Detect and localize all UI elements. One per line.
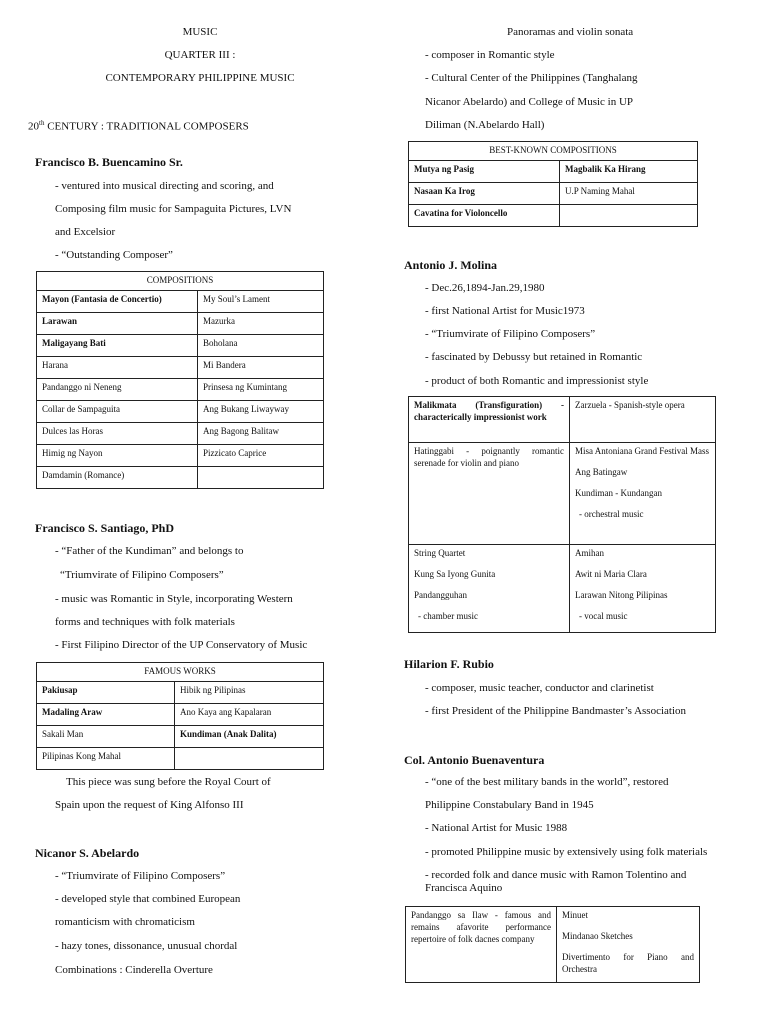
buenaventura-works-table	[405, 906, 700, 983]
table-cell: Prinsesa ng Kumintang	[198, 379, 324, 401]
work-item: Pandangguhan	[414, 590, 467, 600]
table-cell: U.P Naming Mahal	[560, 183, 698, 205]
section-prefix: 20	[28, 120, 39, 133]
table-cell: My Soul’s Lament	[198, 291, 324, 313]
table-cell: Sakali Man	[37, 726, 175, 748]
doc-title: MUSIC	[182, 26, 218, 38]
buencamino-line: and Excelsior	[55, 226, 116, 238]
table-cell: Pizzicato Caprice	[198, 445, 324, 467]
table-cell: Larawan	[37, 313, 198, 335]
table-cell: Madaling Araw	[37, 704, 175, 726]
buencamino-line: Composing film music for Sampaguita Pictures, LVN	[55, 203, 292, 215]
table-cell	[557, 907, 700, 983]
abelardo-line: Panoramas and violin sonata	[507, 26, 634, 38]
abelardo-line: - Cultural Center of the Philippines (Tanghalang	[425, 72, 638, 84]
abelardo-line: Diliman (N.Abelardo Hall)	[425, 119, 545, 131]
table-cell	[409, 545, 570, 633]
abelardo-line: romanticism with chromaticism	[55, 916, 195, 928]
table-cell: Ang Bagong Balitaw	[198, 423, 324, 445]
doc-quarter: QUARTER III :	[164, 49, 236, 61]
section-heading	[28, 119, 249, 133]
santiago-note: Spain upon the request of King Alfonso III	[55, 799, 244, 811]
abelardo-line: Nicanor Abelardo) and College of Music in UP	[425, 96, 634, 108]
table-cell: Ano Kaya ang Kapalaran	[175, 704, 324, 726]
work-item: Minuet	[562, 910, 588, 920]
work-item: - chamber music	[418, 611, 478, 621]
best-known-table	[408, 141, 698, 227]
molina-works-table	[408, 396, 716, 633]
composer-name-abelardo: Nicanor S. Abelardo	[35, 846, 140, 860]
molina-line: - “Triumvirate of Filipino Composers”	[425, 328, 596, 340]
composer-name-santiago: Francisco S. Santiago, PhD	[35, 521, 175, 535]
work-item: Amihan	[575, 548, 604, 558]
section-rest: CENTURY : TRADITIONAL COMPOSERS	[44, 120, 249, 133]
table-cell: Cavatina for Violoncello	[409, 205, 560, 227]
buenaventura-line: Philippine Constabulary Band in 1945	[425, 799, 594, 811]
table-cell: Dulces las Horas	[37, 423, 198, 445]
work-item: Kundiman - Kundangan	[575, 488, 662, 498]
table-cell: Collar de Sampaguita	[37, 401, 198, 423]
work-item: String Quartet	[414, 548, 466, 558]
buencamino-line: - ventured into musical directing and scoring, and	[55, 180, 274, 192]
santiago-line: “Triumvirate of Filipino Composers”	[60, 569, 224, 581]
buenaventura-line: Francisca Aquino	[425, 882, 503, 894]
molina-line: - fascinated by Debussy but retained in Romantic	[425, 351, 643, 363]
buenaventura-line: - recorded folk and dance music with Ramon Tolentino and	[425, 869, 687, 881]
composer-name-buenaventura: Col. Antonio Buenaventura	[404, 753, 545, 767]
table-cell: Magbalik Ka Hirang	[560, 161, 698, 183]
santiago-line: forms and techniques with folk materials	[55, 616, 235, 628]
table-cell: Pakiusap	[37, 682, 175, 704]
composer-name-buencamino: Francisco B. Buencamino Sr.	[35, 155, 183, 169]
abelardo-line: - “Triumvirate of Filipino Composers”	[55, 870, 226, 882]
table-cell: Kundiman (Anak Dalita)	[175, 726, 324, 748]
compositions-table	[36, 271, 324, 489]
composer-name-rubio: Hilarion F. Rubio	[404, 657, 494, 671]
table-cell: Himig ng Nayon	[37, 445, 198, 467]
table-caption: BEST-KNOWN COMPOSITIONS	[409, 142, 698, 161]
rubio-line: - composer, music teacher, conductor and clarinetist	[425, 682, 654, 694]
table-cell: Mayon (Fantasia de Concertio)	[37, 291, 198, 313]
work-item: Misa Antoniana Grand Festival Mass	[575, 446, 709, 456]
buenaventura-line: - National Artist for Music 1988	[425, 822, 568, 834]
section-sup: th	[39, 119, 45, 127]
table-cell	[570, 545, 716, 633]
table-cell: Pandanggo sa Ilaw - famous and remains afavorite performance repertoire of folk dacnes company	[406, 907, 557, 983]
table-caption: FAMOUS WORKS	[37, 663, 324, 682]
buenaventura-line: - “one of the best military bands in the world”, restored	[425, 776, 669, 788]
table-cell	[560, 205, 698, 227]
table-cell: Mi Bandera	[198, 357, 324, 379]
work-item: Mindanao Sketches	[562, 931, 633, 941]
molina-line: - product of both Romantic and impressionist style	[425, 375, 649, 387]
work-item: Awit ni Maria Clara	[575, 569, 647, 579]
table-cell: Pandanggo ni Neneng	[37, 379, 198, 401]
table-cell: Ang Bukang Liwayway	[198, 401, 324, 423]
santiago-line: - First Filipino Director of the UP Conservatory of Music	[55, 639, 308, 651]
table-cell: Damdamin (Romance)	[37, 467, 198, 489]
rubio-line: - first President of the Philippine Bandmaster’s Association	[425, 705, 687, 717]
abelardo-line: - composer in Romantic style	[425, 49, 555, 61]
work-item: Ang Batingaw	[575, 467, 628, 477]
table-cell: Zarzuela - Spanish-style opera	[570, 397, 716, 443]
work-item: Larawan Nitong Pilipinas	[575, 590, 668, 600]
work-item: Divertimento for Piano and Orchestra	[562, 952, 694, 974]
composer-name-molina: Antonio J. Molina	[404, 258, 498, 272]
table-cell: Pilipinas Kong Mahal	[37, 748, 175, 770]
table-cell	[175, 748, 324, 770]
table-cell: Harana	[37, 357, 198, 379]
table-cell: Hatinggabi - poignantly romantic serenade for violin and piano	[409, 443, 570, 545]
santiago-line: - “Father of the Kundiman” and belongs to	[55, 545, 244, 557]
abelardo-line: Combinations : Cinderella Overture	[55, 964, 213, 976]
table-cell: Nasaan Ka Irog	[409, 183, 560, 205]
table-cell	[198, 467, 324, 489]
molina-line: - Dec.26,1894-Jan.29,1980	[425, 282, 545, 294]
table-caption: COMPOSITIONS	[37, 272, 324, 291]
santiago-line: - music was Romantic in Style, incorporating Western	[55, 593, 293, 605]
abelardo-line: - developed style that combined European	[55, 893, 241, 905]
table-cell: Boholana	[198, 335, 324, 357]
doc-subject: CONTEMPORARY PHILIPPINE MUSIC	[105, 72, 295, 84]
work-item: Kung Sa Iyong Gunita	[414, 569, 496, 579]
table-cell	[570, 443, 716, 545]
work-item: - orchestral music	[579, 509, 644, 519]
buencamino-line: - “Outstanding Composer”	[55, 249, 173, 261]
abelardo-line: - hazy tones, dissonance, unusual chordal	[55, 940, 238, 952]
work-item: - vocal music	[579, 611, 628, 621]
table-cell: Mazurka	[198, 313, 324, 335]
table-cell: Mutya ng Pasig	[409, 161, 560, 183]
santiago-note: This piece was sung before the Royal Court of	[66, 776, 271, 788]
table-cell: Malikmata (Transfiguration) - characterically impressionist work	[409, 397, 570, 443]
table-cell: Hibik ng Pilipinas	[175, 682, 324, 704]
famous-works-table	[36, 662, 324, 770]
buenaventura-line: - promoted Philippine music by extensively using folk materials	[425, 846, 708, 858]
molina-line: - first National Artist for Music1973	[425, 305, 585, 317]
table-cell: Maligayang Bati	[37, 335, 198, 357]
